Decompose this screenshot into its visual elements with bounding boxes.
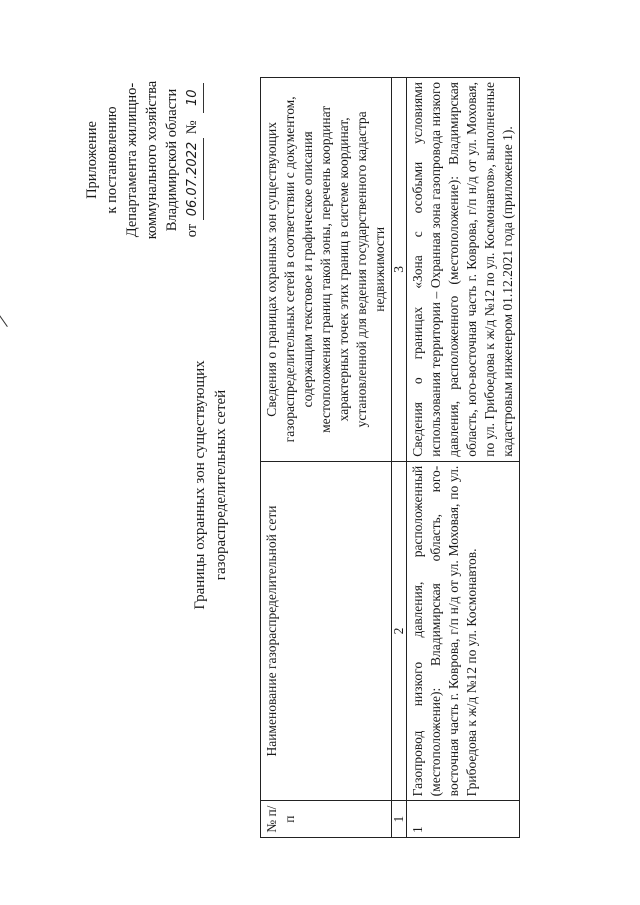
handwritten-date: 06.07.2022: [183, 138, 204, 220]
appendix-line: коммунального хозяйства: [144, 80, 160, 240]
network-name-cell: Газопровод низкого давления, расположенный (местоположение): Владимирская область, юго-восточная часть г. Коврова, г/п н/д от ул. Моховая, по ул. Грибоедова к ж/д №12 по ул. Космонавтов.: [407, 461, 520, 801]
appendix-date-line: [182, 70, 204, 250]
appendix-line: Департамента жилищно-: [124, 82, 140, 238]
from-label: от: [184, 223, 200, 238]
header-name: Наименование газораспределительной сети: [261, 461, 392, 801]
appendix-block: [82, 70, 204, 250]
number-label: №: [184, 120, 200, 135]
column-number: 3: [392, 78, 407, 462]
appendix-line: Приложение: [84, 121, 100, 199]
pen-stroke: [0, 274, 8, 327]
document-title: [190, 315, 232, 655]
table-row: [407, 78, 520, 838]
row-number: 1: [407, 801, 520, 838]
title-line: газораспределительных сетей: [213, 389, 229, 581]
column-number: 1: [392, 801, 407, 838]
header-info: Сведения о границах охранных зон существующих газораспределительных сетей в соответствии с документом, содержащим текстовое и графическое описания местоположения границ такой зоны, перечень координат характерных точек этих границ в системе координат, установленной для ведения государственного кадастра недвижимости: [261, 78, 392, 462]
column-number: 2: [392, 461, 407, 801]
zones-table: [260, 77, 520, 838]
header-num: № п/п: [261, 801, 392, 838]
header-row: [261, 78, 392, 838]
appendix-line: к постановлению: [104, 106, 120, 214]
title-line: Границы охранных зон существующих: [192, 360, 208, 610]
column-number-row: [392, 78, 407, 838]
zone-info-cell: Сведения о границах «Зона с особыми условиями использования территории – Охранная зона газопровода низкого давления, расположенного (местоположение): Владимирская область, юго-восточная часть г. Коврова, г/п н/д от ул. Моховая, по ул. Грибоедова к ж/д №12 по ул. Космонавтов», выполненные кадастровым инженером 01.12.2021 года (приложение 1).: [407, 78, 520, 462]
handwritten-number: 10: [183, 83, 204, 113]
appendix-line: Владимирской области: [164, 88, 180, 232]
